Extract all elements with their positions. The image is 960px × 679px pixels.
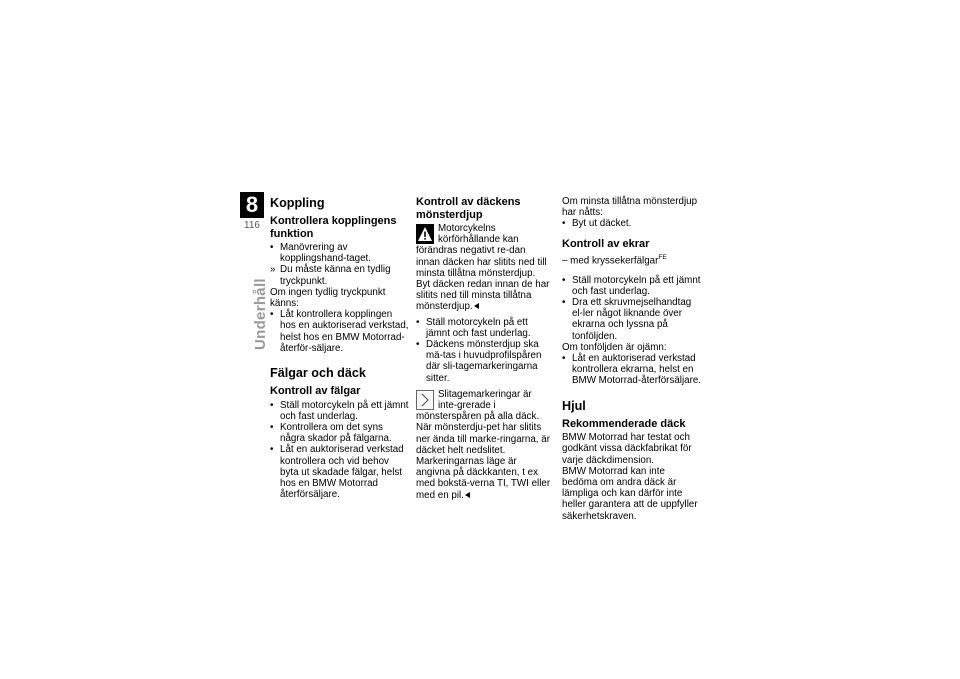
warning-note — [416, 223, 552, 313]
chapter-marker — [240, 192, 264, 231]
list-item: • Kontrollera om det syns några skador på fälgarna. — [270, 422, 410, 444]
column-3 — [562, 196, 702, 522]
variant-code: FE — [658, 254, 667, 262]
list-item: • Däckens mönsterdjup ska mä-tas i huvudprofilspåren där sli-tagemarkeringarna sitter. — [416, 339, 552, 384]
list-item: • Låt en auktoriserad verkstad kontrollera ekrarna, helst en BMW Motorrad-återförsäljare. — [562, 353, 702, 387]
paragraph: Om tonföljden är ojämn: — [562, 341, 667, 353]
list-item: • Ställ motorcykeln på ett jämnt och fast underlag. — [562, 275, 702, 297]
column-1 — [270, 196, 410, 500]
page-number: 116 — [244, 220, 260, 231]
heading-koppling: Koppling — [270, 196, 325, 210]
list-item: • Ställ motorcykeln på ett jämnt och fast underlag. — [270, 400, 410, 422]
variant-text: med kryssekerfälgar — [570, 255, 659, 267]
heading-kontroll-falgar: Kontroll av fälgar — [270, 385, 361, 398]
section-label-text: Underhåll — [252, 278, 269, 350]
heading-monsterdjup: Kontroll av däckens mönsterdjup — [416, 196, 521, 221]
list — [270, 309, 410, 354]
info-note — [416, 389, 552, 501]
note-icon — [416, 390, 434, 410]
warning-icon — [416, 224, 434, 244]
paragraph: Om ingen tydlig tryckpunkt känns: — [270, 286, 386, 310]
warning-text-2: Byt däcken redan innan de har slitits ned till minsta tillåtna mönsterdjup. — [416, 279, 550, 313]
list-item: • Byt ut däcket. — [562, 218, 702, 229]
heading-kontrollera-koppling: Kontrollera kopplingens funktion — [270, 215, 397, 240]
warning-text: Motorcykelns körförhållande kan förändras negativt re-dan innan däcken har slitits ned till minsta tillåtna mönsterdjup. — [416, 223, 547, 279]
list-item: • Manövrering av kopplingshand-taget. — [270, 242, 410, 264]
paragraph: Om minsta tillåtna mönsterdjup har nåtts: — [562, 196, 698, 219]
heading-rekommenderade-dack: Rekommenderade däck — [562, 417, 686, 430]
column-2 — [416, 196, 552, 501]
list-item: • Dra ett skruvmejselhandtag el-ler något liknande över ekrarna och lyssna på tonföljden. — [562, 297, 702, 342]
list — [562, 275, 702, 342]
list — [562, 218, 702, 229]
list — [562, 353, 702, 387]
list — [270, 242, 410, 287]
heading-hjul: Hjul — [562, 398, 586, 413]
list-item: • Låt kontrollera kopplingen hos en auktoriserad verkstad, helst hos en BMW Motorrad-återför-säljare. — [270, 309, 410, 354]
result-item: » Du måste känna en tydlig tryckpunkt. — [270, 264, 410, 286]
list — [270, 400, 410, 501]
paragraph: BMW Motorrad har testat och godkänt vissa däckfabrikat för varje däckdimension. — [562, 432, 692, 466]
list-item: • Låt en auktoriserad verkstad kontrollera och vid behov byta ut skadade fälgar, helst hos en BMW Motorrad återförsäljare. — [270, 444, 410, 500]
list-item: • Ställ motorcykeln på ett jämnt och fast underlag. — [416, 317, 552, 339]
heading-falgar-och-dack: Fälgar och däck — [270, 366, 366, 381]
end-mark-icon — [474, 303, 479, 309]
chapter-number: 8 — [240, 192, 264, 218]
paragraph: BMW Motorrad kan inte bedöma om andra däck är lämpliga och kan därför inte heller garantera att de uppfyller säkerhetskraven. — [562, 465, 698, 522]
end-mark-icon — [465, 492, 470, 498]
section-label — [240, 260, 269, 350]
list — [416, 317, 552, 384]
note-text: Slitagemarkeringar är inte-grerade i mönsterspåren på alla däck. När mönsterdju-pet har slitits ner ända till marke-ringarna, är däcket helt nedslitet. Markeringarnas läge är angivna på däckkanten, t ex med bokstä-verna TI, TWI eller med en pil. — [416, 388, 551, 501]
variant-note — [562, 252, 702, 266]
heading-kontroll-ekrar: Kontroll av ekrar — [562, 237, 650, 250]
